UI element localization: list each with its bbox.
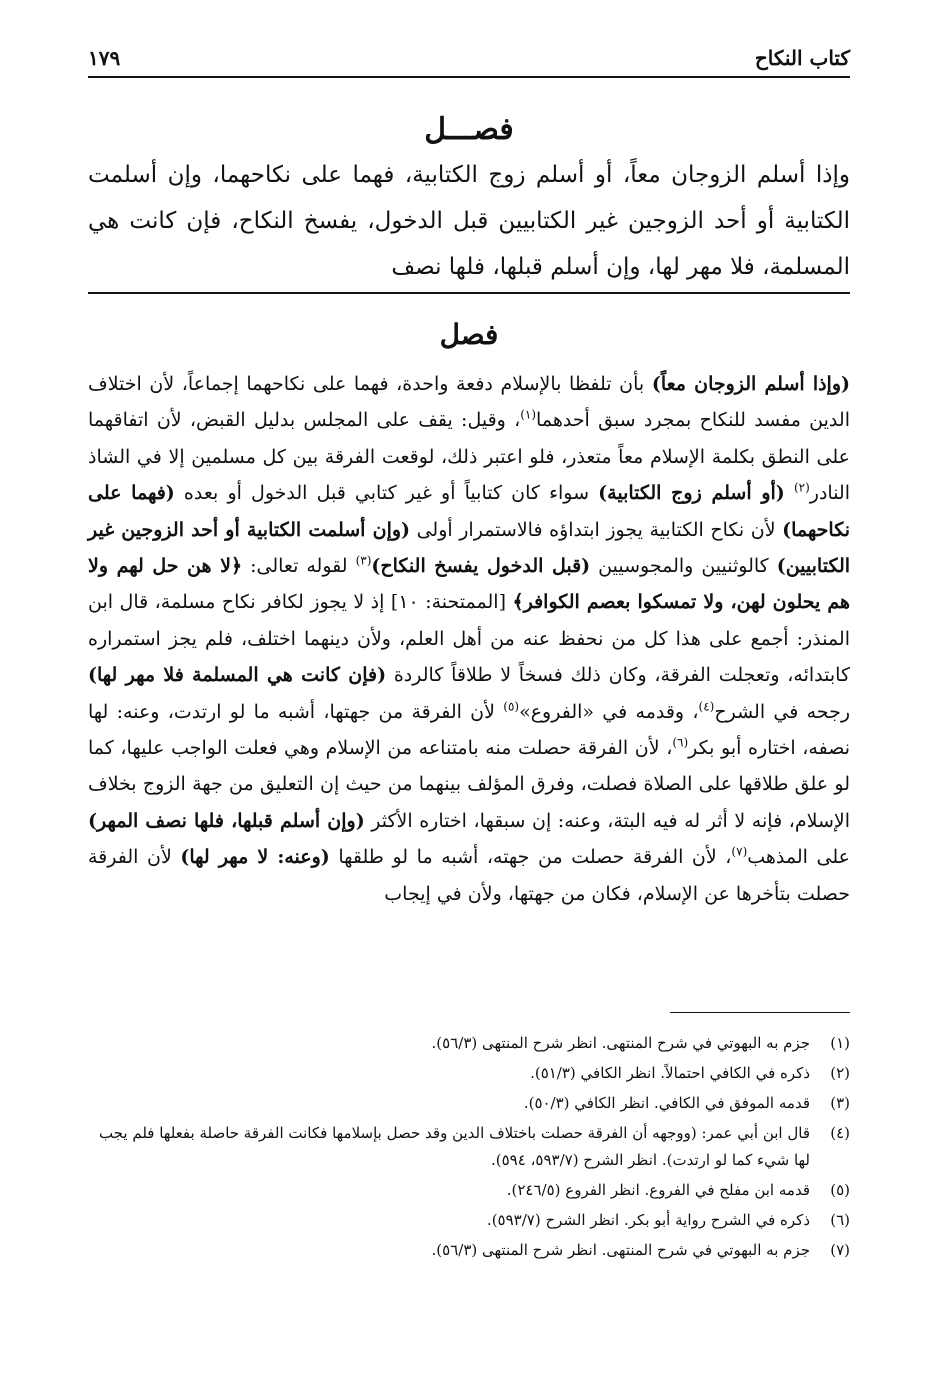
footnote-text: جزم به البهوتي في شرح المنتهى. انظر شرح المنتهى (٥٦/٣). — [431, 1241, 810, 1259]
commentary-segment: ، لأن الفرقة حصلت من جهته، أشبه ما لو طلقها — [329, 846, 732, 869]
commentary-segment: على المذهب — [747, 846, 850, 869]
commentary-title: فصل — [439, 318, 499, 351]
footnote-marker[interactable]: (٢) — [793, 480, 810, 495]
footnote-number: (٣) — [830, 1094, 850, 1112]
quoted-matn: (وإن أسلم قبلها، فلها نصف المهر) — [88, 809, 365, 832]
header-rule — [88, 76, 850, 78]
footnote-text: ذكره في الشرح رواية أبو بكر. انظر الشرح (٥٩٣/٧). — [486, 1211, 810, 1229]
page-number: ١٧٩ — [88, 46, 121, 70]
commentary-segment: لأن الفرقة حصلت بتأخرها عن الإسلام، فكان من جهتها، ولأن في إيجاب — [88, 846, 850, 905]
footnote-number: (٢) — [830, 1064, 850, 1082]
running-title: كتاب النكاح — [754, 46, 850, 70]
footnote-text: ذكره في الكافي احتمالاً. انظر الكافي (٥١/٣). — [530, 1064, 810, 1082]
footnote-text: قال ابن أبي عمر: (ووجهه أن الفرقة حصلت باختلاف الدين وقد حصل بإسلامها فكانت الفرقة حاصلة بفعلها فلم يجب لها شيء كما لو ارتدت). انظر الشرح (٥٩٣/٧، ٥٩٤). — [98, 1124, 810, 1169]
footnote-number: (٥) — [830, 1181, 850, 1199]
commentary-segment: كالوثنيين والمجوسيين — [590, 555, 777, 578]
commentary-segment: سواء كان كتابياً أو غير كتابي قبل الدخول أو بعده — [174, 482, 599, 505]
footnote-rule — [670, 1012, 850, 1013]
footnotes-list — [88, 1030, 850, 1267]
quoted-matn: (فهما على نكاحهما) — [88, 482, 850, 541]
footnote-number: (٦) — [830, 1211, 850, 1229]
quoted-matn: (وعنه: لا مهر لها) — [180, 846, 330, 869]
commentary-segment: [الممتحنة: ١٠] إذ لا يجوز لكافر نكاح مسلمة، قال ابن المنذر: أجمع على هذا كل من نحفظ عنه من أهل العلم، ولأن دينهما اختلف، فلم يجز استمراره كابتدائه، وتعجلت الفرقة، وكان ذلك فسخاً لا طلاقاً كالردة — [88, 591, 851, 687]
quoted-matn: (قبل الدخول يفسخ النكاح) — [371, 555, 591, 578]
footnote-number: (٤) — [830, 1124, 850, 1142]
commentary-text — [88, 366, 850, 912]
commentary-segment: ، وقدمه في «الفروع» — [519, 700, 699, 723]
footnote — [88, 1090, 850, 1117]
footnote — [88, 1177, 850, 1204]
footnote-text: قدمه ابن مفلح في الفروع. انظر الفروع (٢٤٦/٥). — [506, 1181, 810, 1199]
footnote — [88, 1237, 850, 1264]
matn-text: وإذا أسلم الزوجان معاً، أو أسلم زوج الكتابية، فهما على نكاحهما، وإن أسلمت الكتابية أو أحد الزوجين غير الكتابيين قبل الدخول، يفسخ النكاح، فإن كانت هي المسلمة، فلا مهر لها، وإن أسلم قبلها، فلها نصف — [88, 162, 850, 280]
footnote-marker[interactable]: (٥) — [503, 699, 520, 714]
footnote — [88, 1030, 850, 1057]
footnote — [88, 1207, 850, 1234]
commentary-segment: لأن نكاح الكتابية يجوز ابتداؤه فالاستمرار أولى — [410, 518, 783, 541]
section-title: فصـــل — [424, 112, 514, 147]
footnote-marker[interactable]: (٦) — [672, 735, 689, 750]
commentary-segment: رجحه في الشرح — [714, 700, 850, 723]
footnote — [88, 1120, 850, 1174]
commentary-segment: ، لأن الفرقة حصلت منه بامتناعه من الإسلام وهي فعلت الواجب عليها، كما لو علق طلاقها على الصلاة فصلت، وفرق المؤلف بينهما من حيث إن التعليق من جهة الزوج بخلاف الإسلام، فإنه لا أثر له فيه البتة، وعنه: إن سبقها، اختاره الأكثر — [88, 737, 850, 832]
quoted-matn: (فإن كانت هي المسلمة فلا مهر لها) — [88, 664, 387, 687]
quoted-matn: (وإن أسلمت الكتابية أو أحد الزوجين غير الكتابيين) — [88, 518, 851, 578]
footnote-text: جزم به البهوتي في شرح المنتهى. انظر شرح المنتهى (٥٦/٣). — [431, 1034, 810, 1052]
commentary-segment: بأن تلفظا بالإسلام دفعة واحدة، فهما على نكاحهما إجماعاً، لأن اختلاف الدين مفسد للنكاح بمجرد سبق أحدهما — [88, 373, 850, 432]
footnote — [88, 1060, 850, 1087]
divider-rule — [88, 292, 850, 294]
footnote-text: قدمه الموفق في الكافي. انظر الكافي (٥٠/٣). — [523, 1094, 810, 1112]
footnote-number: (١) — [830, 1034, 850, 1052]
footnote-marker[interactable]: (٧) — [731, 844, 748, 859]
footnote-marker[interactable]: (٣) — [355, 553, 372, 568]
footnote-marker[interactable]: (١) — [520, 408, 537, 423]
quoted-matn: (وإذا أسلم الزوجان معاً) — [651, 373, 850, 395]
page-header — [88, 46, 850, 86]
commentary-segment: لقوله تعالى: — [242, 555, 356, 578]
commentary-segment — [785, 482, 794, 504]
commentary-segment: ، وقيل: يقف على المجلس بدليل القبض، لأن اتفاقهما على النطق بكلمة الإسلام معاً متعذر، فلو اعتبر ذلك، لوقعت الفرقة بين كل مسلمين إلا في الشاذ النادر — [88, 409, 850, 505]
quoted-matn: (أو أسلم زوج الكتابية) — [598, 482, 785, 505]
commentary-segment: لأن الفرقة من جهتها، أشبه ما لو ارتدت، وعنه: لها نصفه، اختاره أبو بكر — [88, 700, 850, 760]
footnote-number: (٧) — [830, 1241, 850, 1259]
footnote-marker[interactable]: (٤) — [698, 699, 715, 714]
quoted-matn: ﴿لا هن حل لهم ولا هم يحلون لهن، ولا تمسكوا بعصم الكوافر﴾ — [88, 555, 851, 614]
